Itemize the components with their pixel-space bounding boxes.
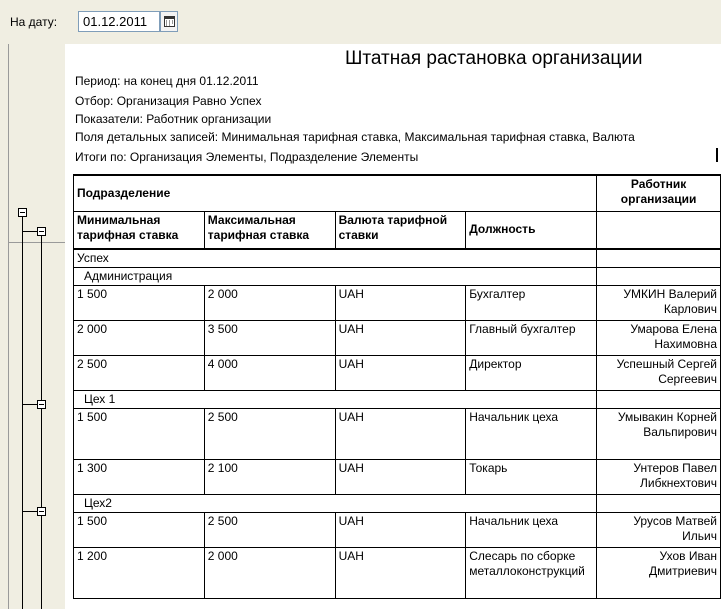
cell-currency: UAH (335, 356, 466, 391)
cell-position: Начальник цеха (466, 513, 597, 548)
cell-min-rate: 1 500 (74, 409, 205, 460)
cell-employee: Умывакин Корней Вальпирович (597, 409, 721, 460)
cell-currency: UAH (335, 409, 466, 460)
cell-employee: Ухов Иван Дмитриевич (597, 548, 721, 599)
group-tree (8, 200, 64, 609)
subdivision-name: Цех2 (74, 495, 597, 513)
cell-employee: Унтеров Павел Либкнехтович (597, 460, 721, 495)
group-row-subdivision[interactable] (74, 391, 721, 409)
cell-currency: UAH (335, 460, 466, 495)
table-row[interactable] (74, 548, 721, 599)
table-row[interactable] (74, 286, 721, 321)
cell-min-rate: 1 300 (74, 460, 205, 495)
cell-min-rate: 2 000 (74, 321, 205, 356)
cell-max-rate: 2 500 (204, 513, 335, 548)
table-row[interactable] (74, 321, 721, 356)
report-table (73, 174, 721, 599)
header-employee: Работник организации (597, 175, 721, 211)
param-filter: Отбор: Организация Равно Успех (75, 94, 262, 108)
cell-currency: UAH (335, 321, 466, 356)
cell-employee: Урусов Матвей Ильич (597, 513, 721, 548)
table-row[interactable] (74, 460, 721, 495)
header-max-rate: Максимальная тарифная ставка (204, 211, 335, 249)
group-row-organization[interactable] (74, 249, 721, 268)
header-position: Должность (466, 211, 597, 249)
cell-max-rate: 2 000 (204, 286, 335, 321)
cell-currency: UAH (335, 513, 466, 548)
header-min-rate: Минимальная тарифная ставка (74, 211, 205, 249)
cell-min-rate: 1 500 (74, 286, 205, 321)
date-label: На дату: (10, 15, 58, 29)
param-indicators: Показатели: Работник организации (75, 112, 272, 126)
cell-position: Главный бухгалтер (466, 321, 597, 356)
cell-position: Токарь (466, 460, 597, 495)
table-row[interactable] (74, 356, 721, 391)
param-period: Период: на конец дня 01.12.2011 (75, 74, 259, 88)
cell-min-rate: 1 500 (74, 513, 205, 548)
toolbar (0, 0, 721, 44)
report-sheet[interactable] (65, 44, 721, 609)
calendar-button[interactable] (160, 11, 178, 32)
subdivision-name: Цех 1 (74, 391, 597, 409)
table-row[interactable] (74, 409, 721, 460)
date-input[interactable]: 01.12.2011 (78, 11, 160, 32)
param-totals: Итоги по: Организация Элементы, Подразделение Элементы (75, 150, 419, 164)
group-row-subdivision[interactable] (74, 268, 721, 286)
cell-max-rate: 4 000 (204, 356, 335, 391)
collapse-shop2-toggle[interactable] (37, 507, 46, 516)
group-row-subdivision[interactable] (74, 495, 721, 513)
collapse-organization-toggle[interactable] (18, 208, 27, 217)
cell-employee: Успешный Сергей Сергеевич (597, 356, 721, 391)
cell-employee: УМКИН Валерий Карлович (597, 286, 721, 321)
cell-employee: Умарова Елена Нахимовна (597, 321, 721, 356)
cell-min-rate: 2 500 (74, 356, 205, 391)
param-detail-fields: Поля детальных записей: Минимальная тарифная ставка, Максимальная тарифная ставка, Валюта (75, 130, 635, 144)
text-cursor (716, 148, 718, 162)
header-currency: Валюта тарифной ставки (335, 211, 466, 249)
cell-position: Директор (466, 356, 597, 391)
collapse-shop1-toggle[interactable] (37, 400, 46, 409)
organization-name: Успех (74, 249, 597, 268)
cell-currency: UAH (335, 286, 466, 321)
cell-min-rate: 1 200 (74, 548, 205, 599)
cell-position: Начальник цеха (466, 409, 597, 460)
subdivision-name: Администрация (74, 268, 597, 286)
collapse-administration-toggle[interactable] (37, 227, 46, 236)
cell-max-rate: 2 000 (204, 548, 335, 599)
cell-position: Бухгалтер (466, 286, 597, 321)
cell-currency: UAH (335, 548, 466, 599)
cell-max-rate: 3 500 (204, 321, 335, 356)
cell-max-rate: 2 100 (204, 460, 335, 495)
cell-max-rate: 2 500 (204, 409, 335, 460)
header-subdivision: Подразделение (74, 175, 597, 211)
cell-position: Слесарь по сборке металлоконструкций (466, 548, 597, 599)
report-title: Штатная растановка организации (345, 48, 643, 69)
calendar-icon (164, 16, 175, 27)
table-row[interactable] (74, 513, 721, 548)
